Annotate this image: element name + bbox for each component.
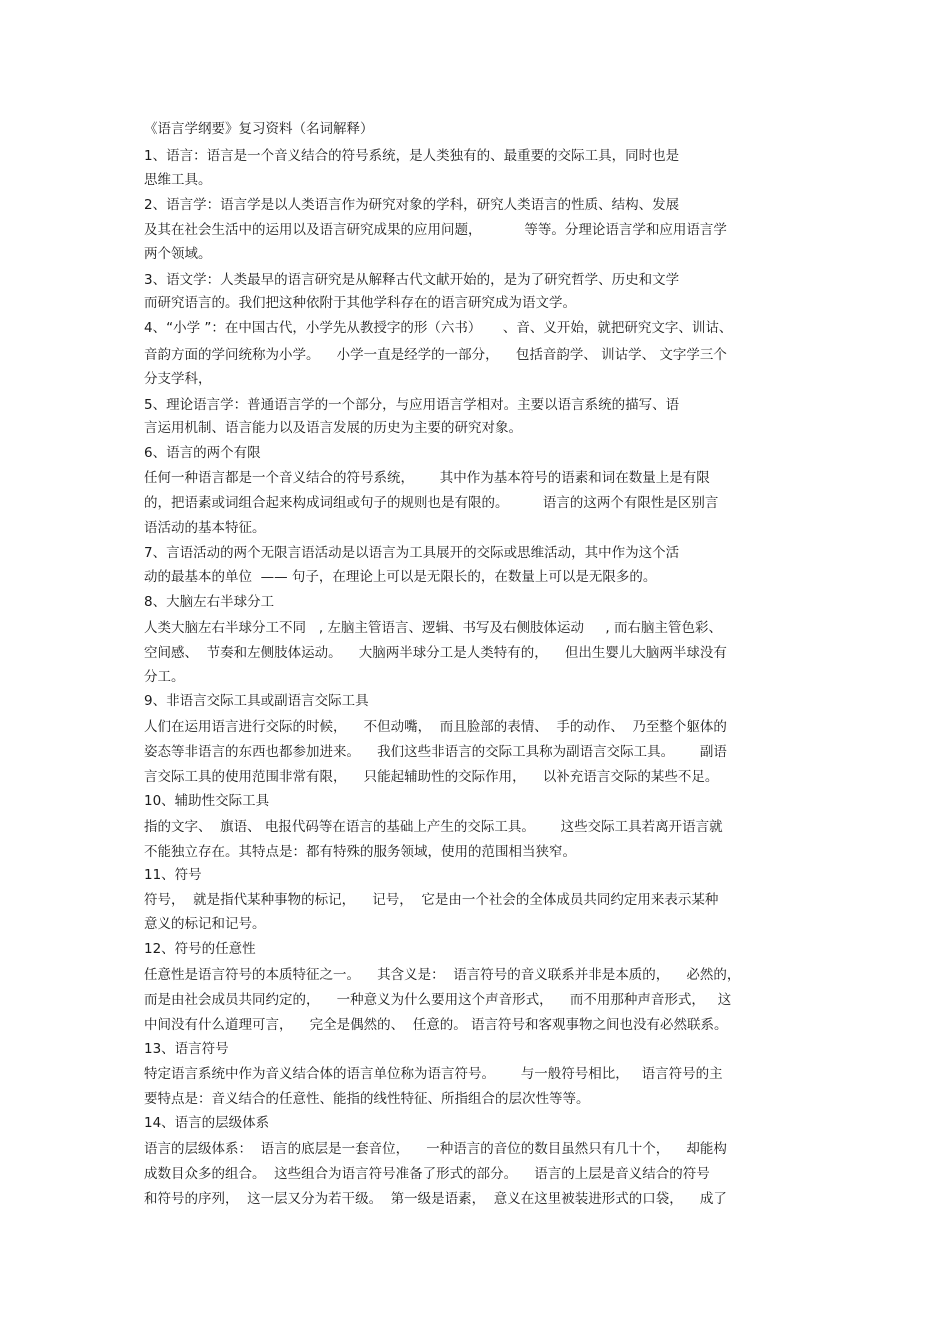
text-line: 11、符号	[144, 867, 202, 883]
text-line: 要特点是：音义结合的任意性、能指的线性特征、所指组合的层次性等等。	[144, 1091, 590, 1107]
text-line: 音韵方面的学问统称为小学。 小学一直是经学的一部分， 包括音韵学、 训诂学、 文字学三个	[144, 347, 727, 363]
text-line: 符号， 就是指代某种事物的标记， 记号， 它是由一个社会的全体成员共同约定用来表示某种	[144, 892, 719, 908]
text-line: 6、语言的两个有限	[144, 445, 261, 461]
text-line: 中间没有什么道理可言， 完全是偶然的、 任意的。 语言符号和客观事物之间也没有必然联系。	[144, 1017, 728, 1033]
text-line: 8、大脑左右半球分工	[144, 594, 275, 610]
text-line: 人们在运用语言进行交际的时候， 不但动嘴， 而且脸部的表情、 手的动作、 乃至整个躯体的	[144, 719, 727, 735]
text-line: 而是由社会成员共同约定的， 一种意义为什么要用这个声音形式， 而不用那种声音形式， 这	[144, 992, 732, 1008]
text-line: 分支学科，	[144, 371, 212, 387]
text-line: 意义的标记和记号。	[144, 916, 266, 932]
text-line: 4、“小学 ”：在中国古代，小学先从教授字的形（六书） 、音、义开始，就把研究文字、训诂、	[144, 320, 733, 336]
text-line: 10、辅助性交际工具	[144, 793, 270, 809]
text-line: 语活动的基本特征。	[144, 520, 266, 536]
text-line: 动的最基本的单位 —— 句子，在理论上可以是无限长的，在数量上可以是无限多的。	[144, 569, 657, 585]
text-line: 12、符号的任意性	[144, 941, 256, 957]
text-line: 指的文字、 旗语、 电报代码等在语言的基础上产生的交际工具。 这些交际工具若离开语言就	[144, 819, 723, 835]
text-line: 姿态等非语言的东西也都参加进来。 我们这些非语言的交际工具称为副语言交际工具。 副语	[144, 744, 727, 760]
text-line: 思维工具。	[144, 172, 212, 188]
text-line: 特定语言系统中作为音义结合体的语言单位称为语言符号。 与一般符号相比， 语言符号的主	[144, 1066, 723, 1082]
text-line: 和符号的序列， 这一层又分为若干级。 第一级是语素， 意义在这里被装进形式的口袋， 成了	[144, 1191, 727, 1207]
text-line: 的，把语素或词组合起来构成词组或句子的规则也是有限的。 语言的这两个有限性是区别言	[144, 495, 719, 511]
text-line: 2、语言学：语言学是以人类语言作为研究对象的学科，研究人类语言的性质、结构、发展	[144, 197, 680, 213]
text-line: 空间感、 节奏和左侧肢体运动。 大脑两半球分工是人类特有的， 但出生婴儿大脑两半球没有	[144, 645, 727, 661]
text-line: 成数目众多的组合。 这些组合为语言符号准备了形式的部分。 语言的上层是音义结合的符号	[144, 1166, 710, 1182]
text-line: 不能独立存在。其特点是：都有特殊的服务领域，使用的范围相当狭窄。	[144, 844, 576, 860]
text-line: 言交际工具的使用范围非常有限， 只能起辅助性的交际作用， 以补充语言交际的某些不足。	[144, 769, 719, 785]
text-line: 语言的层级体系： 语言的底层是一套音位， 一种语言的音位的数目虽然只有几十个， 却能构	[144, 1141, 727, 1157]
text-line: 人类大脑左右半球分工不同 , 左脑主管语言、逻辑、书写及右侧肢体运动 , 而右脑主管色彩、	[144, 620, 722, 636]
text-line: 13、语言符号	[144, 1041, 229, 1057]
text-line: 14、语言的层级体系	[144, 1115, 270, 1131]
text-line: 1、语言：语言是一个音义结合的符号系统，是人类独有的、最重要的交际工具，同时也是	[144, 148, 680, 164]
text-line: 及其在社会生活中的运用以及语言研究成果的应用问题， 等等。分理论语言学和应用语言学	[144, 222, 727, 238]
text-line: 7、言语活动的两个无限言语活动是以语言为工具展开的交际或思维活动，其中作为这个活	[144, 545, 680, 561]
text-line: 5、理论语言学：普通语言学的一个部分，与应用语言学相对。主要以语言系统的描写、语	[144, 397, 680, 413]
text-line: 而研究语言的。我们把这种依附于其他学科存在的语言研究成为语文学。	[144, 295, 576, 311]
text-line: 言运用机制、语言能力以及语言发展的历史为主要的研究对象。	[144, 420, 522, 436]
text-line: 分工。	[144, 669, 185, 685]
text-line: 任何一种语言都是一个音义结合的符号系统， 其中作为基本符号的语素和词在数量上是有限	[144, 470, 710, 486]
text-line: 任意性是语言符号的本质特征之一。 其含义是： 语言符号的音义联系并非是本质的， 必然的，	[144, 967, 741, 983]
text-line: 3、语文学：人类最早的语言研究是从解释古代文献开始的，是为了研究哲学、历史和文学	[144, 272, 680, 288]
text-line: 两个领域。	[144, 246, 212, 262]
text-line: 9、非语言交际工具或副语言交际工具	[144, 693, 369, 709]
document-title: 《语言学纲要》复习资料（名词解释）	[144, 121, 374, 137]
